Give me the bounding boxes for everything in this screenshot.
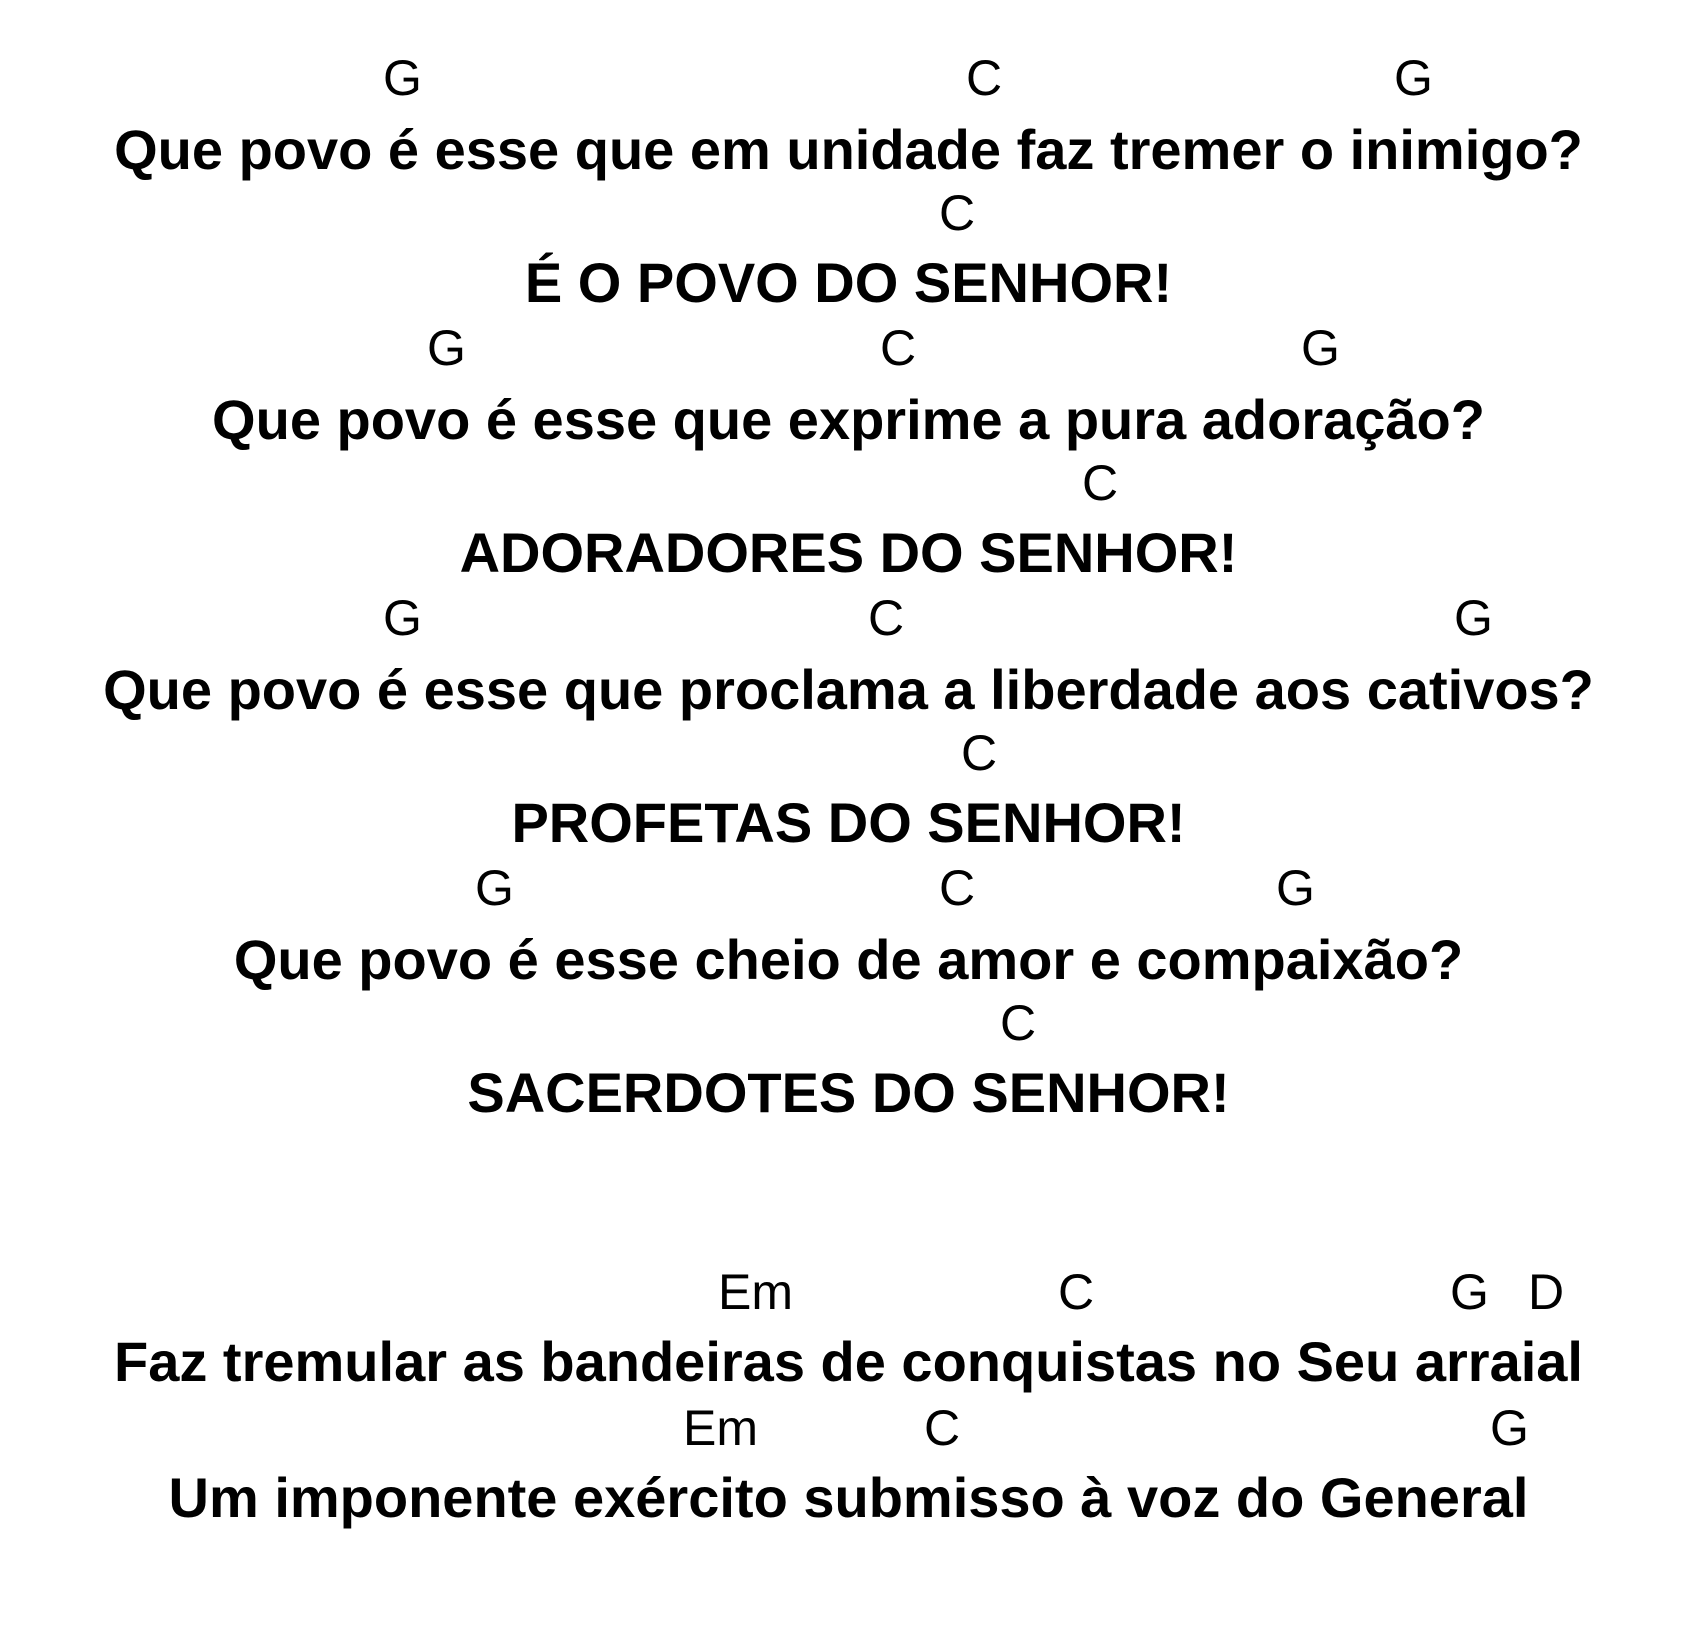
verse-line: Que povo é esse cheio de amor e compaixão? — [233, 928, 1464, 991]
chord-g: G — [383, 50, 422, 106]
chord-c: C — [924, 1400, 961, 1456]
chord-g: G — [383, 590, 422, 646]
chord-c: C — [961, 725, 998, 781]
bridge-line: Um imponente exército submisso à voz do General — [168, 1466, 1529, 1529]
response-line: É O POVO DO SENHOR! — [524, 251, 1173, 314]
chord-c: C — [1082, 455, 1119, 511]
chord-c: C — [939, 185, 976, 241]
chord-em: Em — [683, 1400, 758, 1456]
verse-line: Que povo é esse que em unidade faz tremer o inimigo? — [114, 118, 1583, 181]
response-line: ADORADORES DO SENHOR! — [459, 521, 1238, 584]
chord-g: G — [1301, 320, 1340, 376]
chord-g: G — [1394, 50, 1433, 106]
chord-g: G — [427, 320, 466, 376]
chord-c: C — [1058, 1264, 1095, 1320]
chord-c: C — [1000, 995, 1037, 1051]
bridge-line: Faz tremular as bandeiras de conquistas no Seu arraial — [114, 1330, 1583, 1393]
chord-g: G — [1450, 1264, 1489, 1320]
verse-line: Que povo é esse que proclama a liberdade aos cativos? — [103, 658, 1594, 721]
chord-g: G — [1454, 590, 1493, 646]
chord-d: D — [1528, 1264, 1565, 1320]
response-line: SACERDOTES DO SENHOR! — [467, 1061, 1230, 1124]
chord-c: C — [939, 860, 976, 916]
chord-c: C — [880, 320, 917, 376]
chord-g: G — [1276, 860, 1315, 916]
chord-c: C — [966, 50, 1003, 106]
verse-line: Que povo é esse que exprime a pura adoração? — [212, 388, 1485, 451]
chord-em: Em — [718, 1264, 793, 1320]
chord-c: C — [868, 590, 905, 646]
chord-g: G — [1490, 1400, 1529, 1456]
chord-g: G — [475, 860, 514, 916]
response-line: PROFETAS DO SENHOR! — [511, 791, 1186, 854]
